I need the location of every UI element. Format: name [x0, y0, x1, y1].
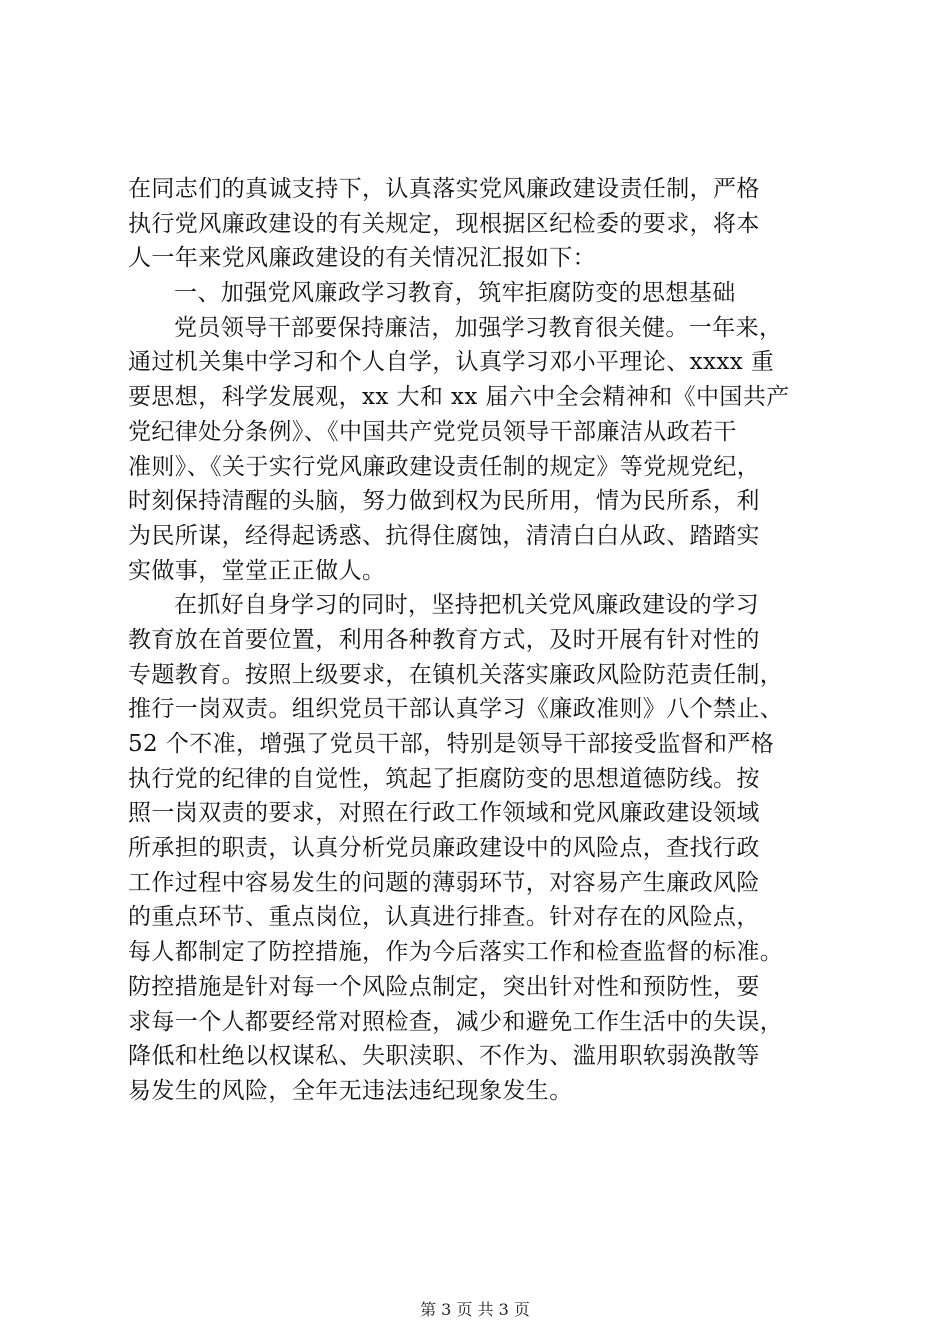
- text-line: 照一岗双责的要求，对照在行政工作领域和党风廉政建设领域: [128, 800, 760, 827]
- text-line: 教育放在首要位置，利用各种教育方式，及时开展有针对性的: [128, 626, 760, 653]
- text-line: 要思想，科学发展观，xx 大和 xx 届六中全会精神和《中国共产: [128, 384, 790, 411]
- text-line: 所承担的职责，认真分析党员廉政建设中的风险点，查找行政: [128, 835, 760, 862]
- text-line: 工作过程中容易发生的问题的薄弱环节，对容易产生廉政风险: [128, 869, 760, 896]
- text-line: 准则》、《关于实行党风廉政建设责任制的规定》等党规党纪，: [128, 453, 761, 480]
- text-line: 执行党的纪律的自觉性，筑起了拒腐防变的思想道德防线。按: [128, 765, 760, 792]
- text-line: 实做事，堂堂正正做人。: [128, 557, 386, 584]
- text-line: 时刻保持清醒的头脑，努力做到权为民所用，情为民所系，利: [128, 488, 760, 515]
- text-line: 推行一岗双责。组织党员干部认真学习《廉政准则》八个禁止、: [128, 696, 784, 723]
- text-line: 防控措施是针对每一个风险点制定，突出针对性和预防性，要: [128, 973, 760, 1000]
- text-line: 执行党风廉政建设的有关规定，现根据区纪检委的要求，将本: [128, 210, 760, 237]
- text-line: 党员领导干部要保持廉洁，加强学习教育很关健。一年来，: [174, 314, 783, 341]
- text-line: 一、加强党风廉政学习教育，筑牢拒腐防变的思想基础: [174, 280, 736, 307]
- text-line: 的重点环节、重点岗位，认真进行排查。针对存在的风险点，: [128, 904, 760, 931]
- text-line: 52 个不准，增强了党员干部，特别是领导干部接受监督和严格: [128, 731, 775, 757]
- text-line: 易发生的风险，全年无违法违纪现象发生。: [128, 1077, 573, 1104]
- text-line: 专题教育。按照上级要求，在镇机关落实廉政风险防范责任制，: [128, 661, 784, 688]
- page-footer: 第 3 页 共 3 页: [420, 1300, 530, 1319]
- text-line: 降低和杜绝以权谋私、失职渎职、不作为、滥用职软弱涣散等: [128, 1043, 760, 1070]
- text-line: 每人都制定了防控措施，作为今后落实工作和检查监督的标准。: [128, 939, 784, 966]
- text-line: 通过机关集中学习和个人自学，认真学习邓小平理论、xxxx 重: [128, 349, 775, 376]
- text-line: 为民所谋，经得起诱惑、抗得住腐蚀，清清白白从政、踏踏实: [128, 522, 760, 549]
- text-line: 党纪律处分条例》、《中国共产党党员领导干部廉洁从政若干: [128, 418, 737, 445]
- text-line: 在同志们的真诚支持下，认真落实党风廉政建设责任制，严格: [128, 176, 760, 202]
- text-line: 求每一个人都要经常对照检查，减少和避免工作生活中的失误，: [128, 1008, 784, 1035]
- document-body: [128, 172, 828, 1109]
- text-line: 在抓好自身学习的同时，坚持把机关党风廉政建设的学习: [174, 592, 759, 619]
- text-line: 人一年来党风廉政建设的有关情况汇报如下：: [128, 245, 596, 272]
